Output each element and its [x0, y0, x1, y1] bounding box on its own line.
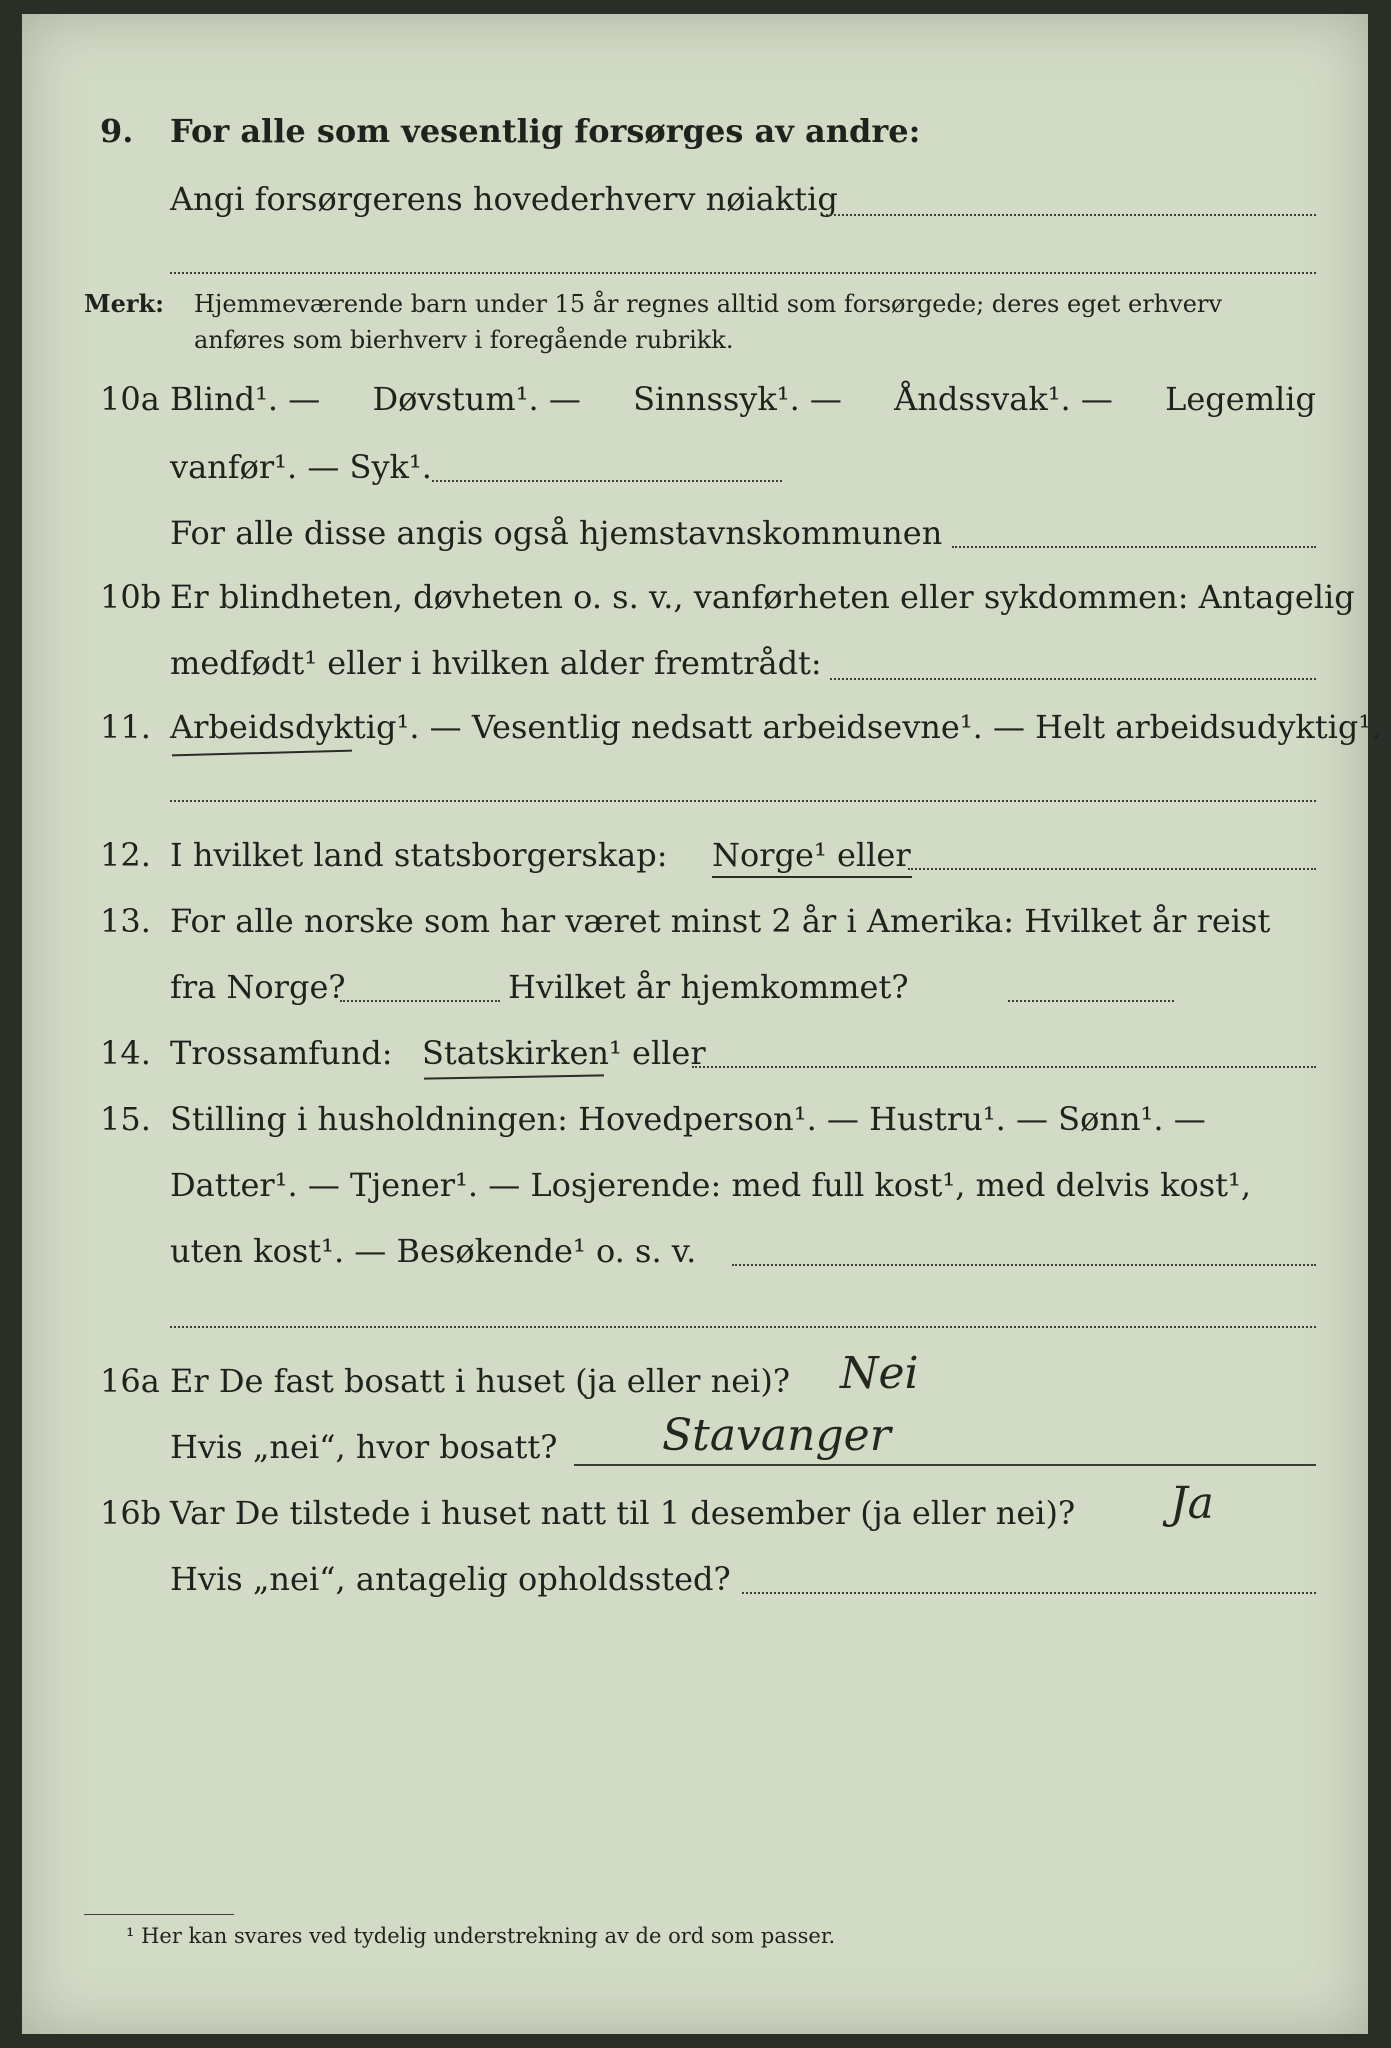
q10a-answer-line — [432, 480, 782, 482]
census-form-page — [22, 14, 1382, 2034]
q16b-line1: Var De tilstede i huset natt til 1 desember (ja eller nei)? — [170, 1494, 1076, 1532]
q9-answer-line — [826, 214, 1316, 216]
q11-answer-line — [170, 800, 1316, 802]
q13-line2b: Hvilket år hjemkommet? — [508, 968, 909, 1006]
q15-answer-line — [732, 1264, 1316, 1266]
q12-answer-line — [908, 868, 1316, 870]
q16a-handwritten-nei: Nei — [840, 1348, 919, 1399]
q16a-line1: Er De fast bosatt i huset (ja eller nei)? — [170, 1362, 791, 1400]
q11-line1: Arbeidsdyktig¹. — Vesentlig nedsatt arbeidsevne¹. — Helt arbeidsudyktig¹. — [170, 708, 1382, 746]
q10a-sinnssyk: Sinnssyk¹. — — [633, 380, 842, 418]
q10a-legemlig: Legemlig — [1165, 380, 1316, 418]
q16a-line2: Hvis „nei“, hvor bosatt? — [170, 1428, 558, 1466]
q16b-number: 16b — [100, 1494, 162, 1532]
q10a-line2: vanfør¹. — Syk¹. — [170, 448, 432, 486]
q16b-opholdssted-line — [742, 1592, 1316, 1594]
q10a-line3: For alle disse angis også hjemstavnskommunen — [170, 514, 943, 552]
q16b-handwritten-ja: Ja — [1170, 1478, 1214, 1529]
q13-line2a: fra Norge? — [170, 968, 346, 1006]
q13-number: 13. — [100, 902, 151, 940]
q15-line2: Datter¹. — Tjener¹. — Losjerende: med full kost¹, med delvis kost¹, — [170, 1166, 1252, 1204]
q11-number: 11. — [100, 708, 151, 746]
q14-label: Trossamfund: — [170, 1034, 393, 1072]
q15-line3: uten kost¹. — Besøkende¹ o. s. v. — [170, 1232, 697, 1270]
q10a-line1 — [170, 380, 1316, 418]
q12-norge: Norge¹ eller — [712, 836, 911, 874]
footnote-rule — [84, 1914, 234, 1915]
q10a-dovstum: Døvstum¹. — — [372, 380, 581, 418]
q10b-line2: medfødt¹ eller i hvilken alder fremtrådt: — [170, 644, 822, 682]
q16a-handwritten-stavanger: Stavanger — [662, 1410, 891, 1461]
q10b-number: 10b — [100, 578, 162, 616]
q9-answer-line-2 — [170, 272, 1316, 274]
q16a-number: 16a — [100, 1362, 160, 1400]
q10b-line1: Er blindheten, døvheten o. s. v., vanførheten eller sykdommen: Antagelig — [170, 578, 1355, 616]
q13-line1: For alle norske som har været minst 2 år i Amerika: Hvilket år reist — [170, 902, 1271, 940]
q12-underline-mark — [712, 876, 912, 878]
q12-number: 12. — [100, 836, 151, 874]
q16b-line2: Hvis „nei“, antagelig opholdssted? — [170, 1560, 731, 1598]
q9-line2: Angi forsørgerens hovederhverv nøiaktig — [170, 180, 838, 218]
q13-reist-line — [340, 1000, 500, 1002]
q13-hjemkommet-line — [1008, 1000, 1174, 1002]
q14-value: Statskirken¹ eller — [422, 1034, 706, 1072]
q10a-blind: Blind¹. — — [170, 380, 321, 418]
footnote: ¹ Her kan svares ved tydelig understrekning av de ord som passer. — [126, 1924, 836, 1948]
q10a-number: 10a — [100, 380, 160, 418]
q10b-answer-line — [830, 678, 1316, 680]
merk-line1: Hjemmeværende barn under 15 år regnes alltid som forsørgede; deres eget erhverv — [194, 290, 1222, 318]
q15-answer-line-2 — [170, 1326, 1316, 1328]
merk-label: Merk: — [84, 289, 164, 318]
q10a-andssvak: Åndssvak¹. — — [894, 380, 1113, 418]
q9-heading: For alle som vesentlig forsørges av andre: — [170, 112, 921, 150]
q15-number: 15. — [100, 1100, 151, 1138]
q9-number: 9. — [100, 112, 134, 150]
q11-underline-mark — [172, 750, 352, 757]
q10a-hjemstavn-line — [952, 546, 1316, 548]
q12-line1: I hvilket land statsborgerskap: — [170, 836, 668, 874]
q15-line1: Stilling i husholdningen: Hovedperson¹. — Hustru¹. — Sønn¹. — — [170, 1100, 1206, 1138]
q16a-bosatt-line — [574, 1464, 1316, 1466]
q14-answer-line — [692, 1066, 1316, 1068]
merk-line2: anføres som bierhverv i foregående rubrikk. — [194, 326, 734, 354]
q14-underline-mark — [424, 1074, 604, 1079]
q14-number: 14. — [100, 1034, 151, 1072]
